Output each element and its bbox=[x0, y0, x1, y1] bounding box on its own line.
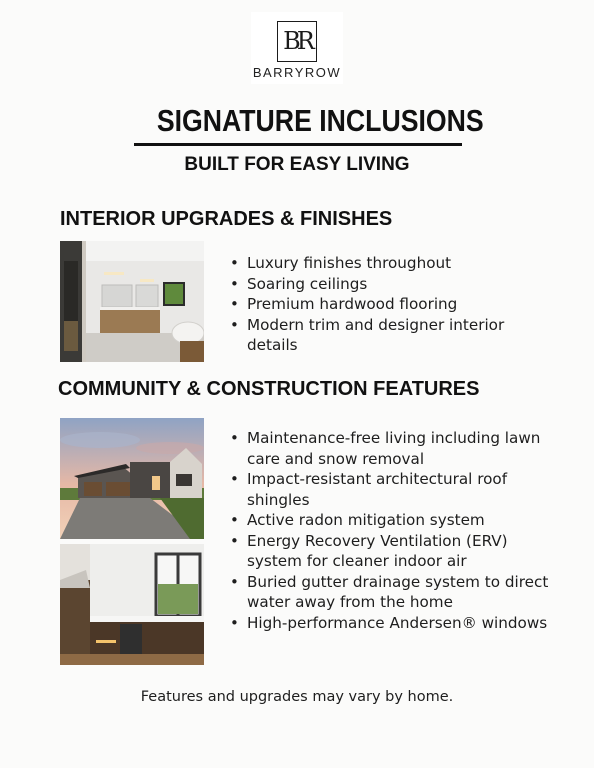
page-title: SIGNATURE INCLUSIONS bbox=[156, 103, 484, 138]
section-heading-community: COMMUNITY & CONSTRUCTION FEATURES bbox=[58, 378, 480, 400]
list-item: • Energy Recovery Ventilation (ERV) system for cleaner indoor air bbox=[247, 531, 567, 572]
list-item: • Premium hardwood flooring bbox=[247, 294, 557, 315]
list-item: • Impact-resistant architectural roof shingles bbox=[247, 469, 567, 510]
house-exterior-photo bbox=[60, 418, 204, 539]
bathroom-photo bbox=[60, 241, 204, 362]
interior-features-list bbox=[229, 253, 557, 356]
list-item: • Maintenance-free living including lawn care and snow removal bbox=[247, 428, 567, 469]
list-item: • High-performance Andersen® windows bbox=[247, 613, 567, 634]
section-heading-interior: INTERIOR UPGRADES & FINISHES bbox=[60, 208, 393, 230]
list-item: • Active radon mitigation system bbox=[247, 510, 567, 531]
list-item: • Buried gutter drainage system to direct water away from the home bbox=[247, 572, 567, 613]
list-item: • Luxury finishes throughout bbox=[247, 253, 557, 274]
community-features-list bbox=[229, 428, 567, 633]
page-subtitle: BUILT FOR EASY LIVING bbox=[184, 154, 410, 175]
list-item: • Modern trim and designer interior details bbox=[247, 315, 557, 356]
title-divider bbox=[134, 143, 462, 146]
brand-name: BARRYROW bbox=[252, 65, 342, 80]
brand-monogram-logo: BR bbox=[277, 21, 317, 62]
list-item: • Soaring ceilings bbox=[247, 274, 557, 295]
disclaimer-note: Features and upgrades may vary by home. bbox=[140, 689, 454, 705]
kitchen-photo bbox=[60, 544, 204, 665]
